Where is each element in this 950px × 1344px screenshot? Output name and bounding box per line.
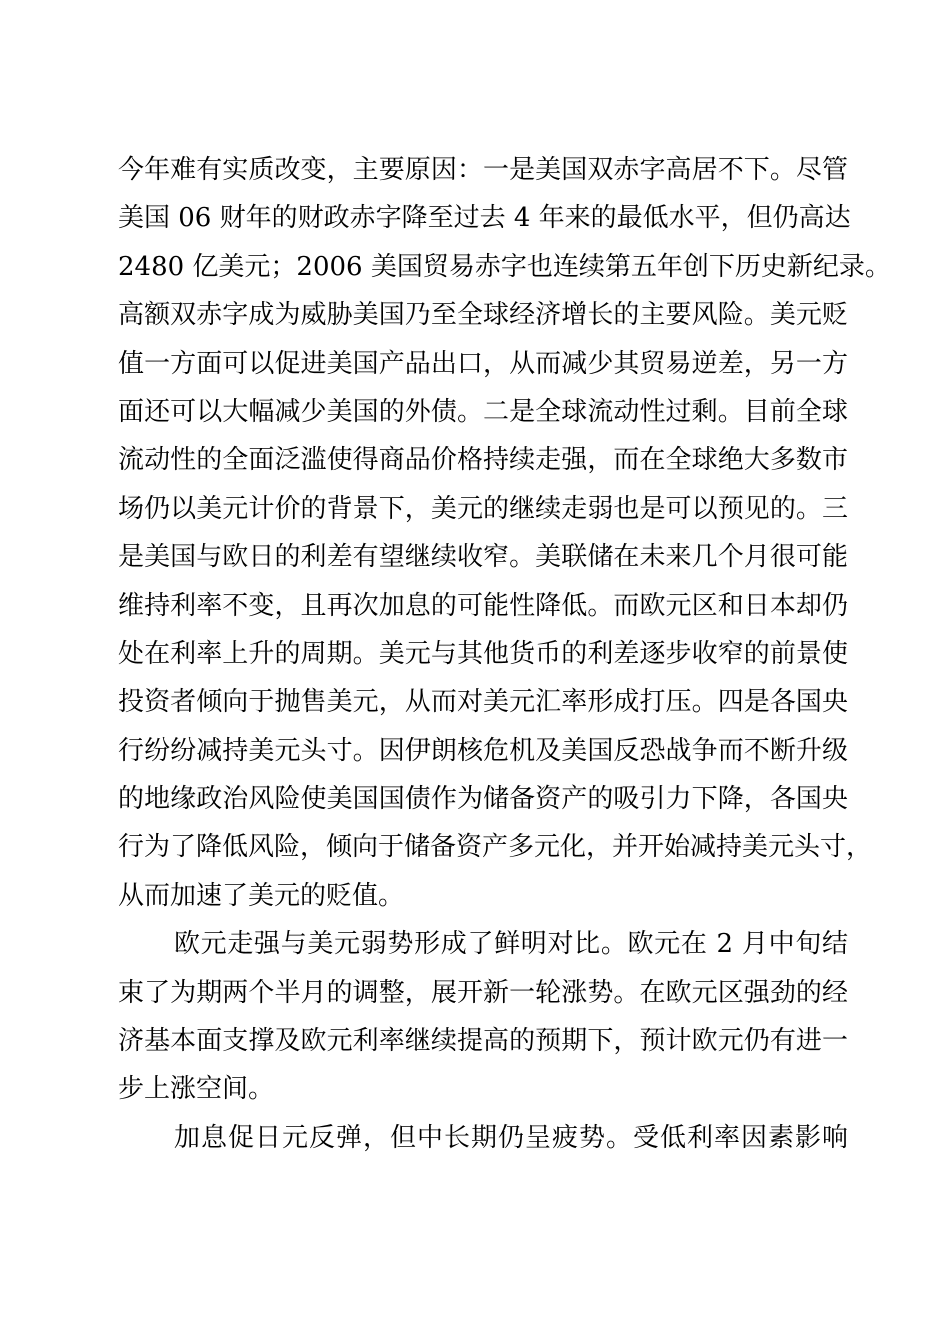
text-line: 行纷纷减持美元头寸。因伊朗核危机及美国反恐战争而不断升级 <box>118 735 848 766</box>
text-line: 束了为期两个半月的调整，展开新一轮涨势。在欧元区强劲的经 <box>118 977 848 1008</box>
text-line: 面还可以大幅减少美国的外债。二是全球流动性过剩。目前全球 <box>118 396 848 427</box>
text-line: 步上涨空间。 <box>118 1074 275 1105</box>
text-line: 高额双赤字成为威胁美国乃至全球经济增长的主要风险。美元贬 <box>118 300 848 331</box>
text-line: 维持利率不变，且再次加息的可能性降低。而欧元区和日本却仍 <box>118 590 848 621</box>
text-line: 的地缘政治风险使美国国债作为储备资产的吸引力下降，各国央 <box>118 784 848 815</box>
paragraph-1 <box>118 146 891 920</box>
paragraph-2 <box>118 920 848 1114</box>
text-line: 处在利率上升的周期。美元与其他货币的利差逐步收窄的前景使 <box>118 638 848 669</box>
document-body <box>118 146 891 1162</box>
text-line: 加息促日元反弹，但中长期仍呈疲势。受低利率因素影响 <box>174 1122 848 1153</box>
text-line: 流动性的全面泛滥使得商品价格持续走强，而在全球绝大多数市 <box>118 445 848 476</box>
paragraph-3 <box>118 1114 848 1162</box>
text-line: 济基本面支撑及欧元利率继续提高的预期下，预计欧元仍有进一 <box>118 1026 848 1057</box>
text-line: 投资者倾向于抛售美元，从而对美元汇率形成打压。四是各国央 <box>118 687 848 718</box>
text-line: 从而加速了美元的贬值。 <box>118 880 405 911</box>
text-line: 值一方面可以促进美国产品出口，从而减少其贸易逆差，另一方 <box>118 348 848 379</box>
text-line: 欧元走强与美元弱势形成了鲜明对比。欧元在 2 月中旬结 <box>174 929 848 960</box>
text-line: 美国 06 财年的财政赤字降至过去 4 年来的最低水平，但仍高达 <box>118 203 851 234</box>
text-line: 场仍以美元计价的背景下，美元的继续走弱也是可以预见的。三 <box>118 493 848 524</box>
text-line: 2480 亿美元；2006 美国贸易赤字也连续第五年创下历史新纪录。 <box>118 251 891 282</box>
text-line: 行为了降低风险，倾向于储备资产多元化，并开始减持美元头寸， <box>118 832 873 863</box>
text-line: 今年难有实质改变，主要原因：一是美国双赤字高居不下。尽管 <box>118 155 848 185</box>
text-line: 是美国与欧日的利差有望继续收窄。美联储在未来几个月很可能 <box>118 542 848 573</box>
